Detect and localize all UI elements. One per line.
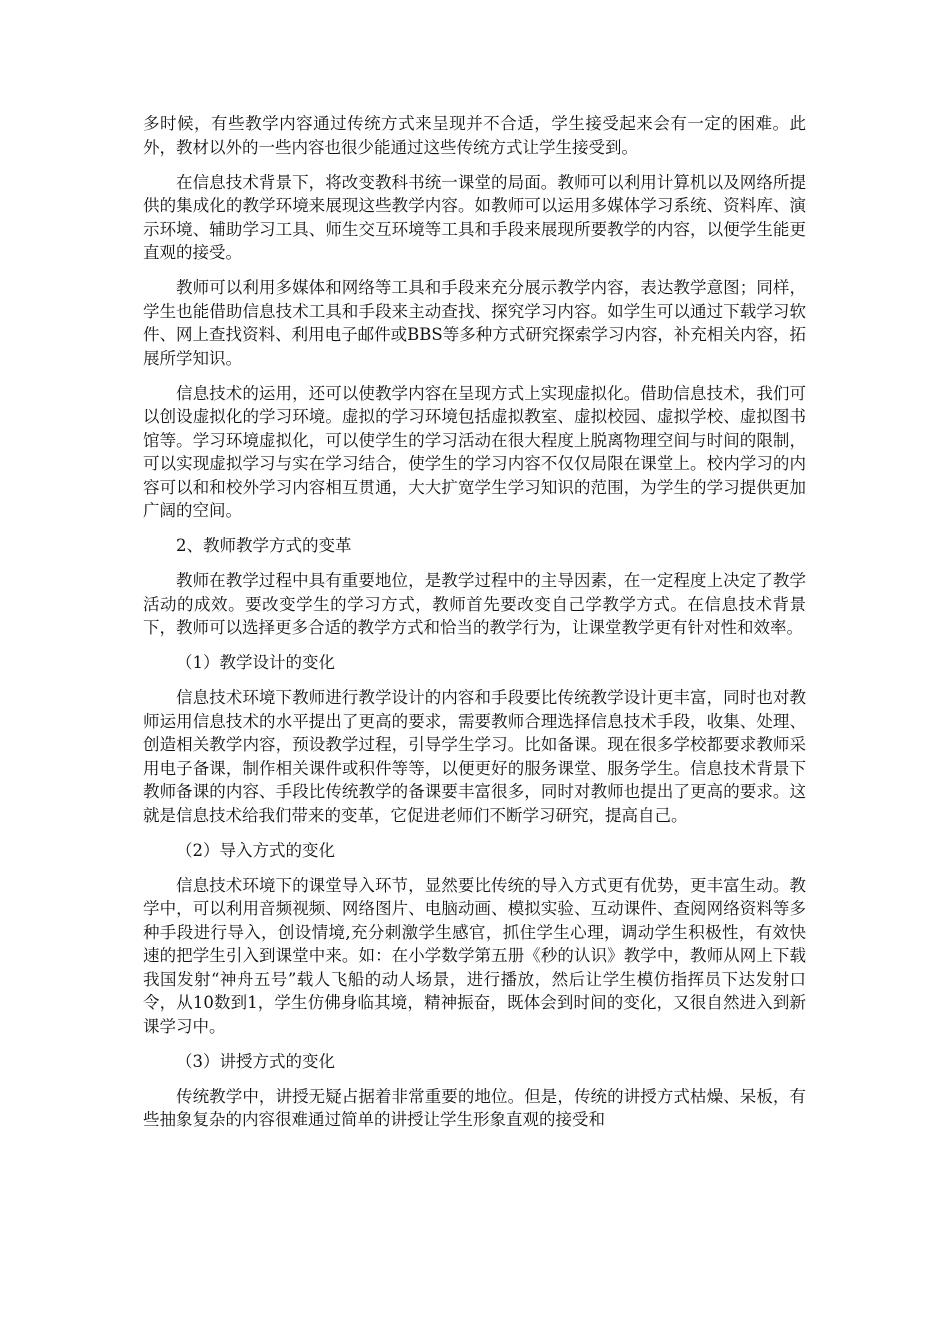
subsection-heading: （3）讲授方式的变化: [176, 1051, 335, 1071]
document-page: [143, 112, 806, 1143]
subsection-heading: （2）导入方式的变化: [176, 840, 335, 860]
paragraph: 信息技术环境下的课堂导入环节，显然要比传统的导入方式更有优势，更丰富生动。教学中，可以利用音频视频、网络图片、电脑动画、模拟实验、互动课件、查阅网络资料等多种手段进行导入，创设情境,充分刺激学生感官，抓住学生心理，调动学生积极性，有效快速的把学生引入到课堂中来。如：在小学数学第五册《秒的认识》教学中，教师从网上下载我国发射“神舟五号”载人飞船的动人场景，进行播放，然后让学生模仿指挥员下达发射口令，从10数到1，学生仿佛身临其境，精神振奋，既体会到时间的变化，又很自然进入到新课学习中。: [143, 875, 806, 1036]
paragraph: 信息技术的运用，还可以使教学内容在呈现方式上实现虚拟化。借助信息技术，我们可以创设虚拟化的学习环境。虚拟的学习环境包括虚拟教室、虚拟校园、虚拟学校、虚拟图书馆等。学习环境虚拟化，可以使学生的学习活动在很大程度上脱离物理空间与时间的限制，可以实现虚拟学习与实在学习结合，使学生的学习内容不仅仅局限在课堂上。校内学习的内容可以和和校外学习内容相互贯通，大大扩宽学生学习知识的范围，为学生的学习提供更加广阔的空间。: [143, 383, 806, 520]
paragraph: 教师可以利用多媒体和网络等工具和手段来充分展示教学内容，表达教学意图；同样，学生也能借助信息技术工具和手段来主动查找、探究学习内容。如学生可以通过下载学习软件、网上查找资料、利用电子邮件或BBS等多种方式研究探索学习内容，补充相关内容，拓展所学知识。: [143, 278, 806, 368]
paragraph: 信息技术环境下教师进行教学设计的内容和手段要比传统教学设计更丰富，同时也对教师运用信息技术的水平提出了更高的要求，需要教师合理选择信息技术手段，收集、处理、创造相关教学内容，预设教学过程，引导学生学习。比如备课。现在很多学校都要求教师采用电子备课，制作相关课件或积件等等，以便更好的服务课堂、服务学生。信息技术背景下教师备课的内容、手段比传统教学的备课要丰富很多，同时对教师也提出了更高的要求。这就是信息技术给我们带来的变革，它促进老师们不断学习研究，提高自己。: [143, 688, 806, 825]
paragraph: 在信息技术背景下，将改变教科书统一课堂的局面。教师可以利用计算机以及网络所提供的集成化的教学环境来展现这些教学内容。如教师可以运用多媒体学习系统、资料库、演示环境、辅助学习工具、师生交互环境等工具和手段来展现所要教学的内容，以便学生能更直观的接受。: [143, 172, 806, 262]
subsection-heading: （1）教学设计的变化: [176, 653, 335, 672]
paragraph-continued: 多时候，有些教学内容通过传统方式来呈现并不合适，学生接受起来会有一定的困难。此外，教材以外的一些内容也很少能通过这些传统方式让学生接受到。: [143, 114, 806, 157]
paragraph: 教师在教学过程中具有重要地位，是教学过程中的主导因素，在一定程度上决定了教学活动的成效。要改变学生的学习方式，教师首先要改变自己学教学方式。在信息技术背景下，教师可以选择更多合适的教学方式和恰当的教学行为，让课堂教学更有针对性和效率。: [143, 571, 806, 637]
section-heading: 2、教师教学方式的变革: [176, 536, 352, 555]
paragraph: 传统教学中，讲授无疑占据着非常重要的地位。但是，传统的讲授方式枯燥、呆板，有些抽象复杂的内容很难通过简单的讲授让学生形象直观的接受和: [143, 1086, 806, 1129]
